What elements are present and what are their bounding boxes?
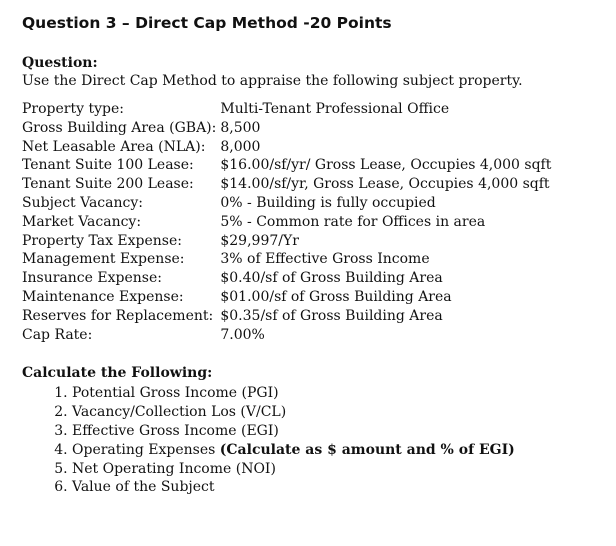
task-item — [72, 422, 594, 441]
property-value: $01.00/sf of Gross Building Area — [220, 288, 452, 305]
property-row — [22, 250, 551, 269]
property-value: 8,500 — [220, 119, 261, 136]
property-value: $29,997/Yr — [220, 232, 299, 249]
property-label: Tenant Suite 200 Lease: — [22, 176, 194, 193]
property-value: $14.00/sf/yr, Gross Lease, Occupies 4,000 sqft — [220, 176, 550, 193]
task-text: Potential Gross Income (PGI) — [72, 385, 279, 402]
property-value: $0.40/sf of Gross Building Area — [220, 270, 443, 287]
property-label: Cap Rate: — [22, 326, 93, 343]
property-row — [22, 156, 551, 175]
task-item — [72, 403, 594, 422]
property-label: Reserves for Replacement: — [22, 307, 214, 324]
task-item — [72, 460, 594, 479]
property-label: Subject Vacancy: — [22, 194, 143, 211]
property-value: 3% of Effective Gross Income — [220, 251, 430, 268]
property-row — [22, 119, 551, 138]
question-heading: Question 3 – Direct Cap Method -20 Points — [22, 14, 392, 32]
property-value: 8,000 — [220, 138, 261, 155]
property-label: Insurance Expense: — [22, 270, 162, 287]
task-emphasis: (Calculate as $ amount and % of EGI) — [219, 441, 515, 458]
property-value: 0% - Building is fully occupied — [220, 194, 436, 211]
task-text: Value of the Subject — [72, 479, 215, 496]
property-label: Property Tax Expense: — [22, 232, 182, 249]
property-row — [22, 307, 551, 326]
property-row — [22, 100, 551, 119]
task-item — [72, 441, 594, 460]
property-row — [22, 269, 551, 288]
property-row — [22, 194, 551, 213]
task-item — [72, 478, 594, 497]
property-label: Tenant Suite 100 Lease: — [22, 157, 194, 174]
property-row — [22, 213, 551, 232]
property-row — [22, 175, 551, 194]
property-value: $0.35/sf of Gross Building Area — [220, 307, 443, 324]
property-value: Multi-Tenant Professional Office — [220, 101, 450, 117]
property-row — [22, 232, 551, 251]
property-value: $16.00/sf/yr/ Gross Lease, Occupies 4,000 sqft — [220, 157, 552, 174]
property-row — [22, 138, 551, 157]
property-label: Property type: — [22, 101, 124, 117]
calculate-title: Calculate the Following: — [22, 365, 213, 382]
property-row — [22, 326, 551, 345]
property-value: 5% - Common rate for Offices in area — [220, 213, 486, 230]
task-text: Vacancy/Collection Los (V/CL) — [72, 404, 287, 421]
property-row — [22, 288, 551, 307]
task-item — [72, 384, 594, 403]
property-label: Management Expense: — [22, 251, 185, 268]
property-label: Gross Building Area (GBA): — [22, 119, 217, 136]
task-text: Operating Expenses — [72, 441, 220, 458]
property-label: Market Vacancy: — [22, 213, 142, 230]
question-text: Use the Direct Cap Method to appraise the following subject property. — [22, 73, 523, 89]
property-details-table — [22, 100, 551, 344]
question-label: Question: — [22, 55, 98, 71]
property-label: Maintenance Expense: — [22, 288, 184, 305]
property-value: 7.00% — [220, 326, 265, 343]
task-text: Net Operating Income (NOI) — [72, 460, 276, 477]
task-list — [22, 384, 594, 497]
property-label: Net Leasable Area (NLA): — [22, 138, 206, 155]
task-text: Effective Gross Income (EGI) — [72, 422, 279, 439]
